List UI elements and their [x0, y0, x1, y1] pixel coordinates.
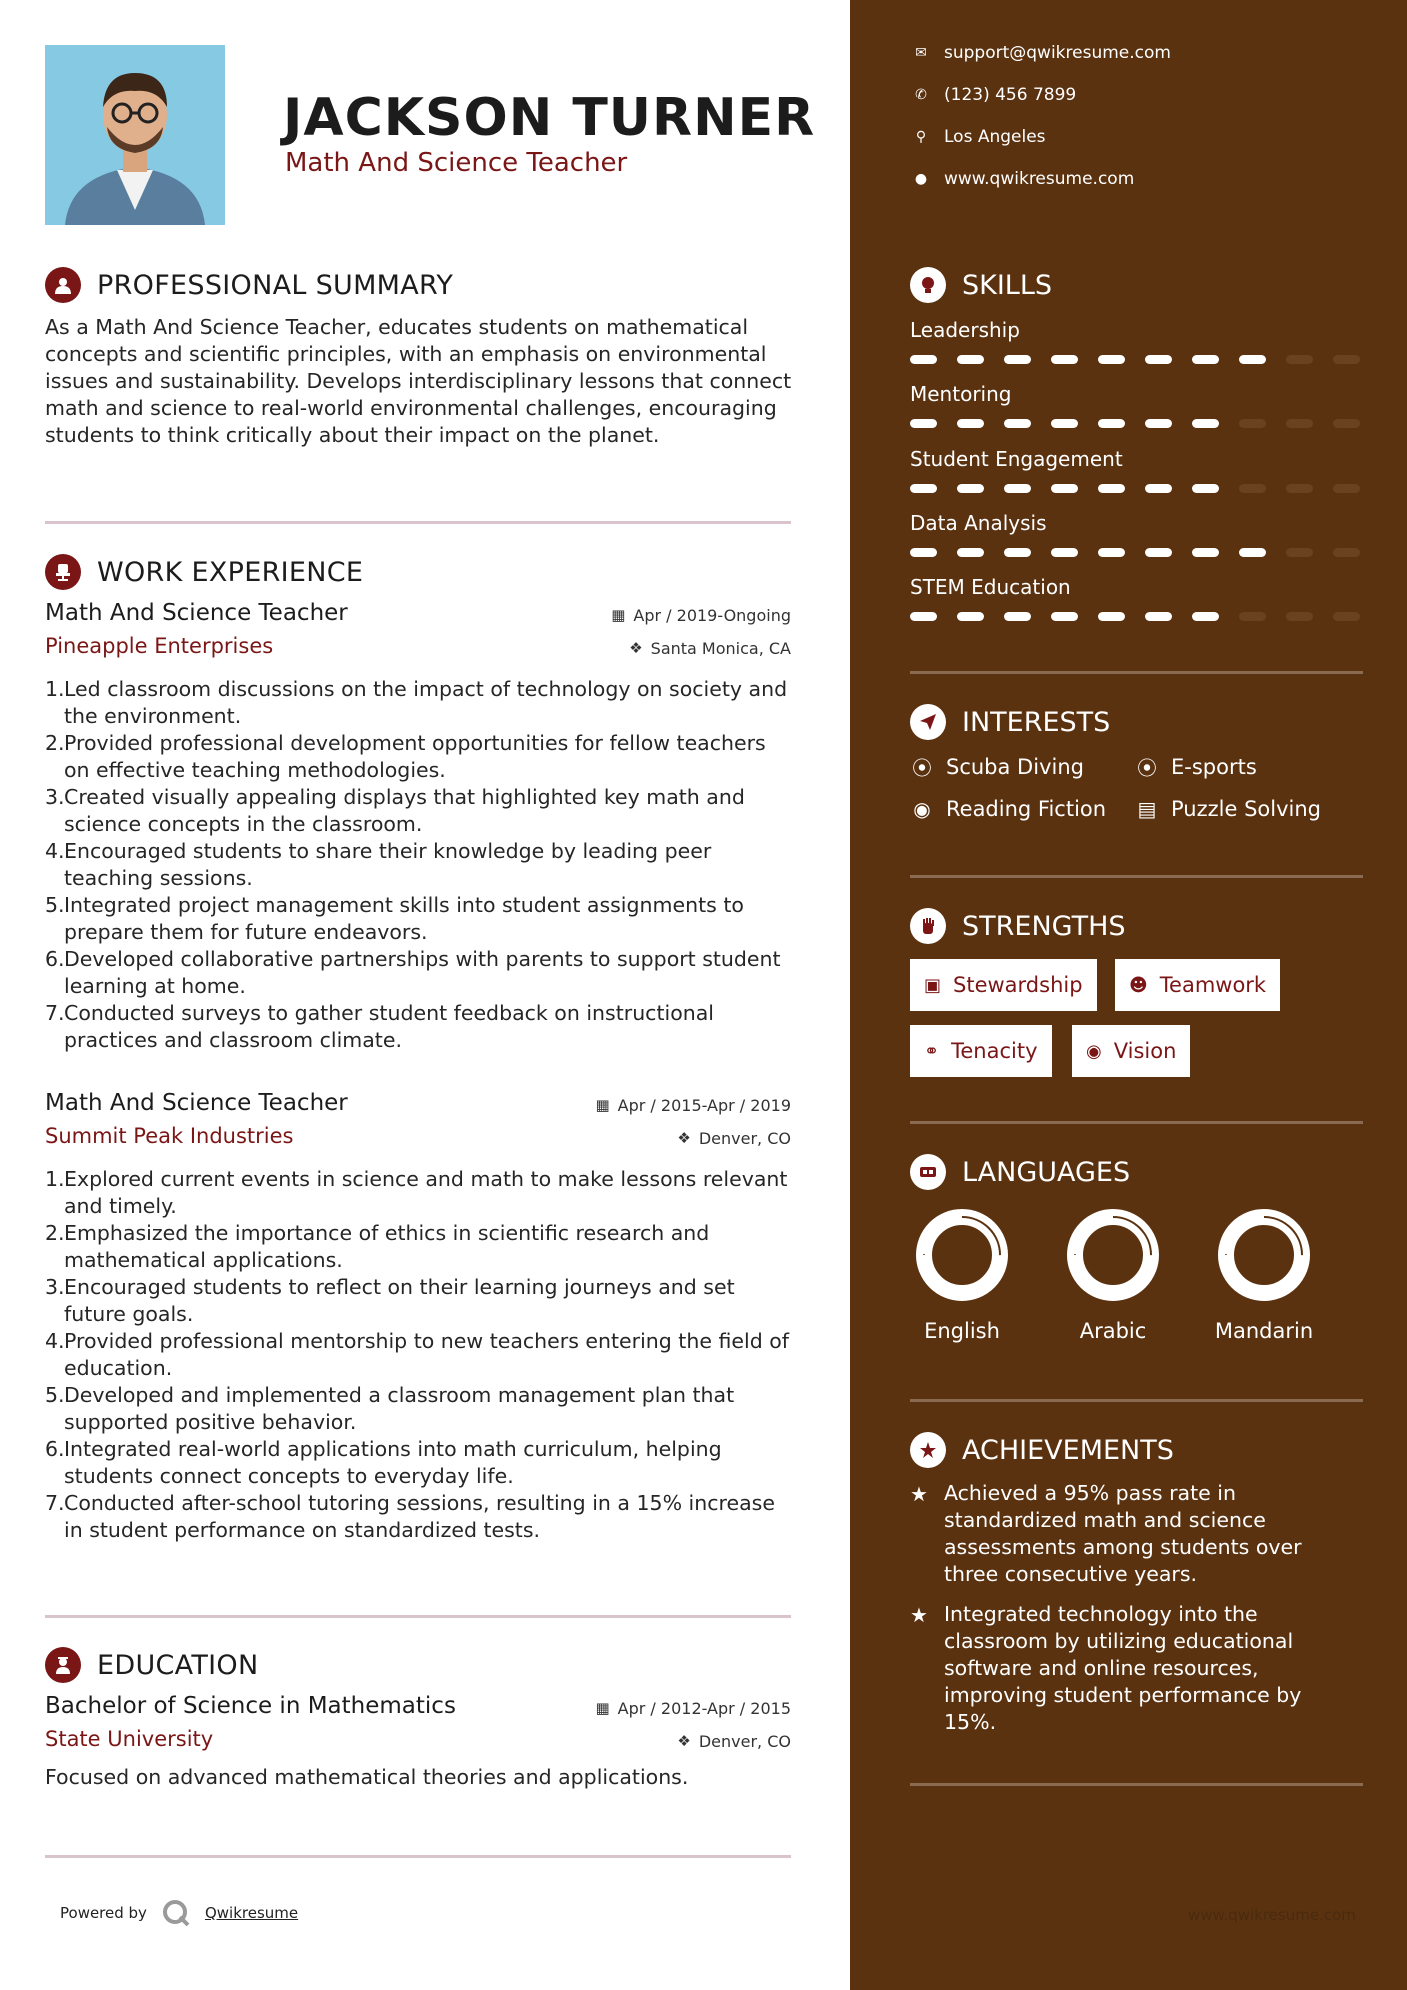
binoculars-icon: ◉ [1086, 1040, 1102, 1062]
list-item: 5. Developed and implemented a classroom management plan that supported positive behavior. [45, 1382, 791, 1436]
skill-name: Mentoring [910, 382, 1012, 406]
interest-item [910, 752, 1084, 781]
lightbulb-icon [910, 267, 946, 303]
skill-level-bar [910, 612, 1370, 621]
list-item: 3. Created visually appealing displays that highlighted key math and science concepts in the classroom. [45, 784, 791, 838]
skill-level-segment [1286, 355, 1313, 364]
skills-title: SKILLS [962, 269, 1053, 301]
skill-level-bar [910, 419, 1370, 428]
skill-level-segment [1286, 548, 1313, 557]
skill-level-segment [1051, 355, 1078, 364]
strengths-header [910, 908, 1126, 944]
sidebar-column [850, 0, 1407, 1990]
skill-level-segment [1051, 612, 1078, 621]
list-item: 5. Integrated project management skills into student assignments to prepare them for future endeavors. [45, 892, 791, 946]
contact-website[interactable] [910, 169, 1134, 189]
skill-level-segment [1333, 355, 1360, 364]
paper-plane-icon [910, 704, 946, 740]
skill-level-segment [910, 548, 937, 557]
interests-header [910, 704, 1110, 740]
skill-level-segment [957, 484, 984, 493]
summary-title: PROFESSIONAL SUMMARY [97, 269, 454, 301]
skill-level-bar [910, 484, 1370, 493]
education-location-text: Denver, CO [698, 1731, 791, 1751]
skill-item [910, 382, 1370, 428]
skill-level-segment [1286, 484, 1313, 493]
achievement-item [910, 1601, 1350, 1736]
section-divider [910, 1121, 1363, 1124]
bullet-text: Developed and implemented a classroom management plan that supported positive behavior. [64, 1383, 735, 1434]
bullet-text: Led classroom discussions on the impact of technology on society and the environment. [64, 677, 788, 728]
language-level-ring [1216, 1207, 1312, 1303]
pin-icon: ❖ [629, 639, 643, 657]
skill-level-segment [957, 548, 984, 557]
skill-level-segment [1145, 612, 1172, 621]
skill-level-segment [910, 612, 937, 621]
skill-level-segment [1239, 355, 1266, 364]
skill-level-segment [1286, 419, 1313, 428]
skill-level-segment [957, 419, 984, 428]
skill-level-segment [910, 484, 937, 493]
contact-email[interactable] [910, 43, 1171, 63]
job-location-text: Santa Monica, CA [650, 638, 791, 658]
summary-text: As a Math And Science Teacher, educates students on mathematical concepts and scientific principles, with an emphasis on environmental issues and sustainability. Develops interdisciplinary lessons that connect math and science to real-world environmental challenges, encouraging students to think critically about their impact on the planet. [45, 315, 792, 447]
section-divider [45, 521, 791, 524]
powered-by-label: Powered by [60, 1904, 147, 1922]
interest-label: Puzzle Solving [1171, 797, 1321, 821]
watermark: www.qwikresume.com [1188, 1906, 1356, 1924]
interest-label: Scuba Diving [946, 754, 1084, 779]
skill-level-segment [1333, 548, 1360, 557]
skill-level-segment [1333, 484, 1360, 493]
skill-level-bar [910, 355, 1370, 364]
calendar-icon: ▦ [611, 606, 626, 624]
language-icon [910, 1154, 946, 1190]
bullet-text: Provided professional mentorship to new teachers entering the field of education. [64, 1329, 789, 1380]
skill-level-segment [1098, 548, 1125, 557]
experience-header [45, 554, 363, 590]
skill-level-segment [1239, 419, 1266, 428]
strength-chip [910, 959, 1097, 1011]
contact-website-text: www.qwikresume.com [944, 169, 1135, 189]
skill-item [910, 575, 1370, 621]
education-entry [45, 1693, 791, 1789]
skill-name: STEM Education [910, 575, 1071, 599]
job-entry-1 [45, 600, 791, 1054]
skill-level-segment [1145, 484, 1172, 493]
language-name: Arabic [1079, 1319, 1147, 1343]
skill-level-segment [1145, 419, 1172, 428]
chair-icon [45, 554, 81, 590]
section-divider [910, 1399, 1363, 1402]
strengths-title: STRENGTHS [962, 910, 1126, 942]
skill-level-segment [1333, 612, 1360, 621]
job-date [595, 1096, 791, 1115]
globe-icon: ● [914, 171, 928, 187]
education-title: EDUCATION [97, 1649, 259, 1681]
skill-level-segment [1286, 612, 1313, 621]
job-entry-2 [45, 1090, 791, 1544]
section-divider [910, 1783, 1363, 1786]
list-item: 1. Explored current events in science and math to make lessons relevant and timely. [45, 1166, 791, 1220]
qwikresume-link[interactable]: Qwikresume [204, 1904, 299, 1922]
contact-phone-text: (123) 456 7899 [944, 85, 1077, 105]
skill-item [910, 318, 1370, 364]
contact-phone [910, 85, 1076, 105]
skill-level-segment [1051, 419, 1078, 428]
education-location [677, 1732, 791, 1751]
section-divider [910, 671, 1363, 674]
language-name: English [924, 1319, 1000, 1343]
contact-location [910, 127, 1046, 147]
gamepad-icon: ◉ [913, 797, 931, 821]
skill-level-segment [1004, 612, 1031, 621]
strength-label: Teamwork [1159, 973, 1267, 997]
achievement-text: Integrated technology into the classroom by utilizing educational software and online resources, improving student performance by 15%. [944, 1602, 1302, 1734]
phone-icon: ✆ [915, 87, 927, 103]
qwikresume-logo-icon [161, 1898, 191, 1928]
skill-level-segment [1004, 419, 1031, 428]
bullet-text: Encouraged students to share their knowledge by leading peer teaching sessions. [64, 839, 712, 890]
section-divider [45, 1615, 791, 1618]
profile-photo [45, 45, 225, 225]
interests-title: INTERESTS [962, 706, 1111, 738]
hand-icon [910, 908, 946, 944]
job-date-text: Apr / 2019-Ongoing [633, 605, 791, 625]
pin-icon: ❖ [677, 1732, 691, 1750]
list-item: 1. Led classroom discussions on the impact of technology on society and the environment. [45, 676, 791, 730]
footer [60, 1898, 298, 1928]
person-avatar-icon [45, 45, 225, 225]
candidate-role: Math And Science Teacher [285, 148, 628, 178]
skill-level-segment [1004, 548, 1031, 557]
skill-level-segment [910, 355, 937, 364]
star-icon [910, 1432, 946, 1468]
job-title: Math And Science Teacher [45, 600, 348, 626]
bullet-text: Encouraged students to reflect on their learning journeys and set future goals. [64, 1275, 735, 1326]
bullet-text: Developed collaborative partnerships with parents to support student learning at home. [64, 947, 781, 998]
bullet-text: Explored current events in science and math to make lessons relevant and timely. [64, 1167, 788, 1218]
language-level-ring [914, 1207, 1010, 1303]
languages-header [910, 1154, 1130, 1190]
skill-level-segment [1192, 612, 1219, 621]
section-divider [910, 875, 1363, 878]
language-item [1199, 1207, 1329, 1343]
star-icon: ★ [910, 1482, 928, 1506]
job-location-text: Denver, CO [698, 1128, 791, 1148]
job-bullets [45, 1166, 791, 1544]
language-item [897, 1207, 1027, 1343]
list-item: 6. Integrated real-world applications into math curriculum, helping students connect concepts to everyday life. [45, 1436, 791, 1490]
interest-label: Reading Fiction [946, 797, 1107, 821]
user-icon [45, 267, 81, 303]
skill-level-segment [1098, 355, 1125, 364]
candidate-name: JACKSON TURNER [283, 88, 816, 148]
strength-label: Tenacity [951, 1039, 1038, 1063]
job-location [677, 1129, 791, 1148]
strength-chip [1115, 959, 1280, 1011]
job-bullets [45, 676, 791, 1054]
skill-item [910, 447, 1370, 493]
list-item: 6. Developed collaborative partnerships with parents to support student learning at home. [45, 946, 791, 1000]
job-company: Pineapple Enterprises [45, 634, 274, 658]
skill-item [910, 511, 1370, 557]
skill-level-segment [1192, 355, 1219, 364]
bullet-text: Integrated project management skills into student assignments to prepare them for future endeavors. [64, 893, 744, 944]
interest-item [1135, 752, 1257, 781]
language-item [1048, 1207, 1178, 1343]
education-header [45, 1647, 258, 1683]
calendar-icon: ▦ [595, 1699, 610, 1717]
skill-level-segment [1098, 484, 1125, 493]
job-date [611, 606, 791, 625]
job-company: Summit Peak Industries [45, 1124, 294, 1148]
skill-level-segment [1004, 355, 1031, 364]
experience-title: WORK EXPERIENCE [97, 556, 364, 588]
job-date-text: Apr / 2015-Apr / 2019 [617, 1095, 791, 1115]
languages-title: LANGUAGES [962, 1156, 1131, 1188]
achievements-title: ACHIEVEMENTS [962, 1434, 1174, 1466]
skill-level-segment [1239, 548, 1266, 557]
life-ring-icon: ⦿ [1137, 756, 1157, 780]
interest-item [910, 797, 1106, 821]
skill-name: Leadership [910, 318, 1020, 342]
book-icon: ▤ [1137, 797, 1157, 821]
achievement-text: Achieved a 95% pass rate in standardized math and science assessments among students over three consecutive years. [944, 1481, 1302, 1586]
skill-level-segment [1098, 419, 1125, 428]
list-item: 2. Provided professional development opportunities for fellow teachers on effective teaching methodologies. [45, 730, 791, 784]
skill-level-segment [1145, 548, 1172, 557]
degree-title: Bachelor of Science in Mathematics [45, 1693, 456, 1719]
job-location [629, 639, 791, 658]
skill-level-segment [1004, 484, 1031, 493]
list-item: 2. Emphasized the importance of ethics in scientific research and mathematical applications. [45, 1220, 791, 1274]
education-date [595, 1699, 791, 1718]
skill-level-segment [910, 419, 937, 428]
list-item: 4. Provided professional mentorship to new teachers entering the field of education. [45, 1328, 791, 1382]
interest-item [1135, 797, 1321, 821]
job-title: Math And Science Teacher [45, 1090, 348, 1116]
section-divider [45, 1855, 791, 1858]
life-ring-icon: ⦿ [912, 756, 932, 780]
language-name: Mandarin [1214, 1319, 1314, 1343]
list-item: 7. Conducted after-school tutoring sessions, resulting in a 15% increase in student performance on standardized tests. [45, 1490, 791, 1544]
map-marker-icon: ⚲ [915, 129, 927, 145]
star-icon: ★ [910, 1603, 928, 1627]
briefcase-icon: ▣ [924, 974, 942, 996]
list-item: 7. Conducted surveys to gather student feedback on instructional practices and classroom climate. [45, 1000, 791, 1054]
skill-level-bar [910, 548, 1370, 557]
skill-level-segment [1192, 484, 1219, 493]
bullet-text: Created visually appealing displays that highlighted key math and science concepts in the classroom. [64, 785, 745, 836]
link-icon: ⚭ [924, 1040, 940, 1062]
skill-level-segment [1098, 612, 1125, 621]
graduation-icon [45, 1647, 81, 1683]
bullet-text: Conducted surveys to gather student feedback on instructional practices and classroom climate. [64, 1001, 714, 1052]
strength-chip [1072, 1025, 1190, 1077]
envelope-icon: ✉ [915, 45, 927, 61]
skill-level-segment [1051, 548, 1078, 557]
interest-label: E-sports [1171, 754, 1257, 779]
skills-header [910, 267, 1052, 303]
skill-level-segment [1333, 419, 1360, 428]
bullet-text: Provided professional development opportunities for fellow teachers on effective teaching methodologies. [64, 731, 766, 782]
contact-email-text: support@qwikresume.com [944, 43, 1171, 63]
achievement-item [910, 1480, 1350, 1588]
skill-name: Student Engagement [910, 447, 1123, 471]
list-item: 3. Encouraged students to reflect on their learning journeys and set future goals. [45, 1274, 791, 1328]
skill-level-segment [1051, 484, 1078, 493]
skill-level-segment [1239, 484, 1266, 493]
summary-header [45, 267, 453, 303]
pin-icon: ❖ [677, 1129, 691, 1147]
list-item: 4. Encouraged students to share their knowledge by leading peer teaching sessions. [45, 838, 791, 892]
education-date-text: Apr / 2012-Apr / 2015 [617, 1698, 791, 1718]
bullet-text: Integrated real-world applications into math curriculum, helping students connect concepts to everyday life. [64, 1437, 722, 1488]
bullet-text: Conducted after-school tutoring sessions, resulting in a 15% increase in student performance on standardized tests. [64, 1491, 775, 1542]
school-name: State University [45, 1727, 214, 1751]
skill-name: Data Analysis [910, 511, 1047, 535]
skill-level-segment [1239, 612, 1266, 621]
skill-level-segment [1145, 355, 1172, 364]
skill-level-segment [1192, 548, 1219, 557]
education-description: Focused on advanced mathematical theories and applications. [45, 1765, 689, 1789]
skill-level-segment [1192, 419, 1219, 428]
strength-label: Stewardship [953, 973, 1083, 997]
bullet-text: Emphasized the importance of ethics in scientific research and mathematical applications. [64, 1221, 710, 1272]
calendar-icon: ▦ [595, 1096, 610, 1114]
users-icon: ☻ [1129, 974, 1148, 996]
strength-label: Vision [1113, 1039, 1177, 1063]
achievements-header [910, 1432, 1174, 1468]
strength-chip [910, 1025, 1052, 1077]
skill-level-segment [957, 355, 984, 364]
language-level-ring [1065, 1207, 1161, 1303]
skill-level-segment [957, 612, 984, 621]
contact-location-text: Los Angeles [944, 127, 1046, 147]
